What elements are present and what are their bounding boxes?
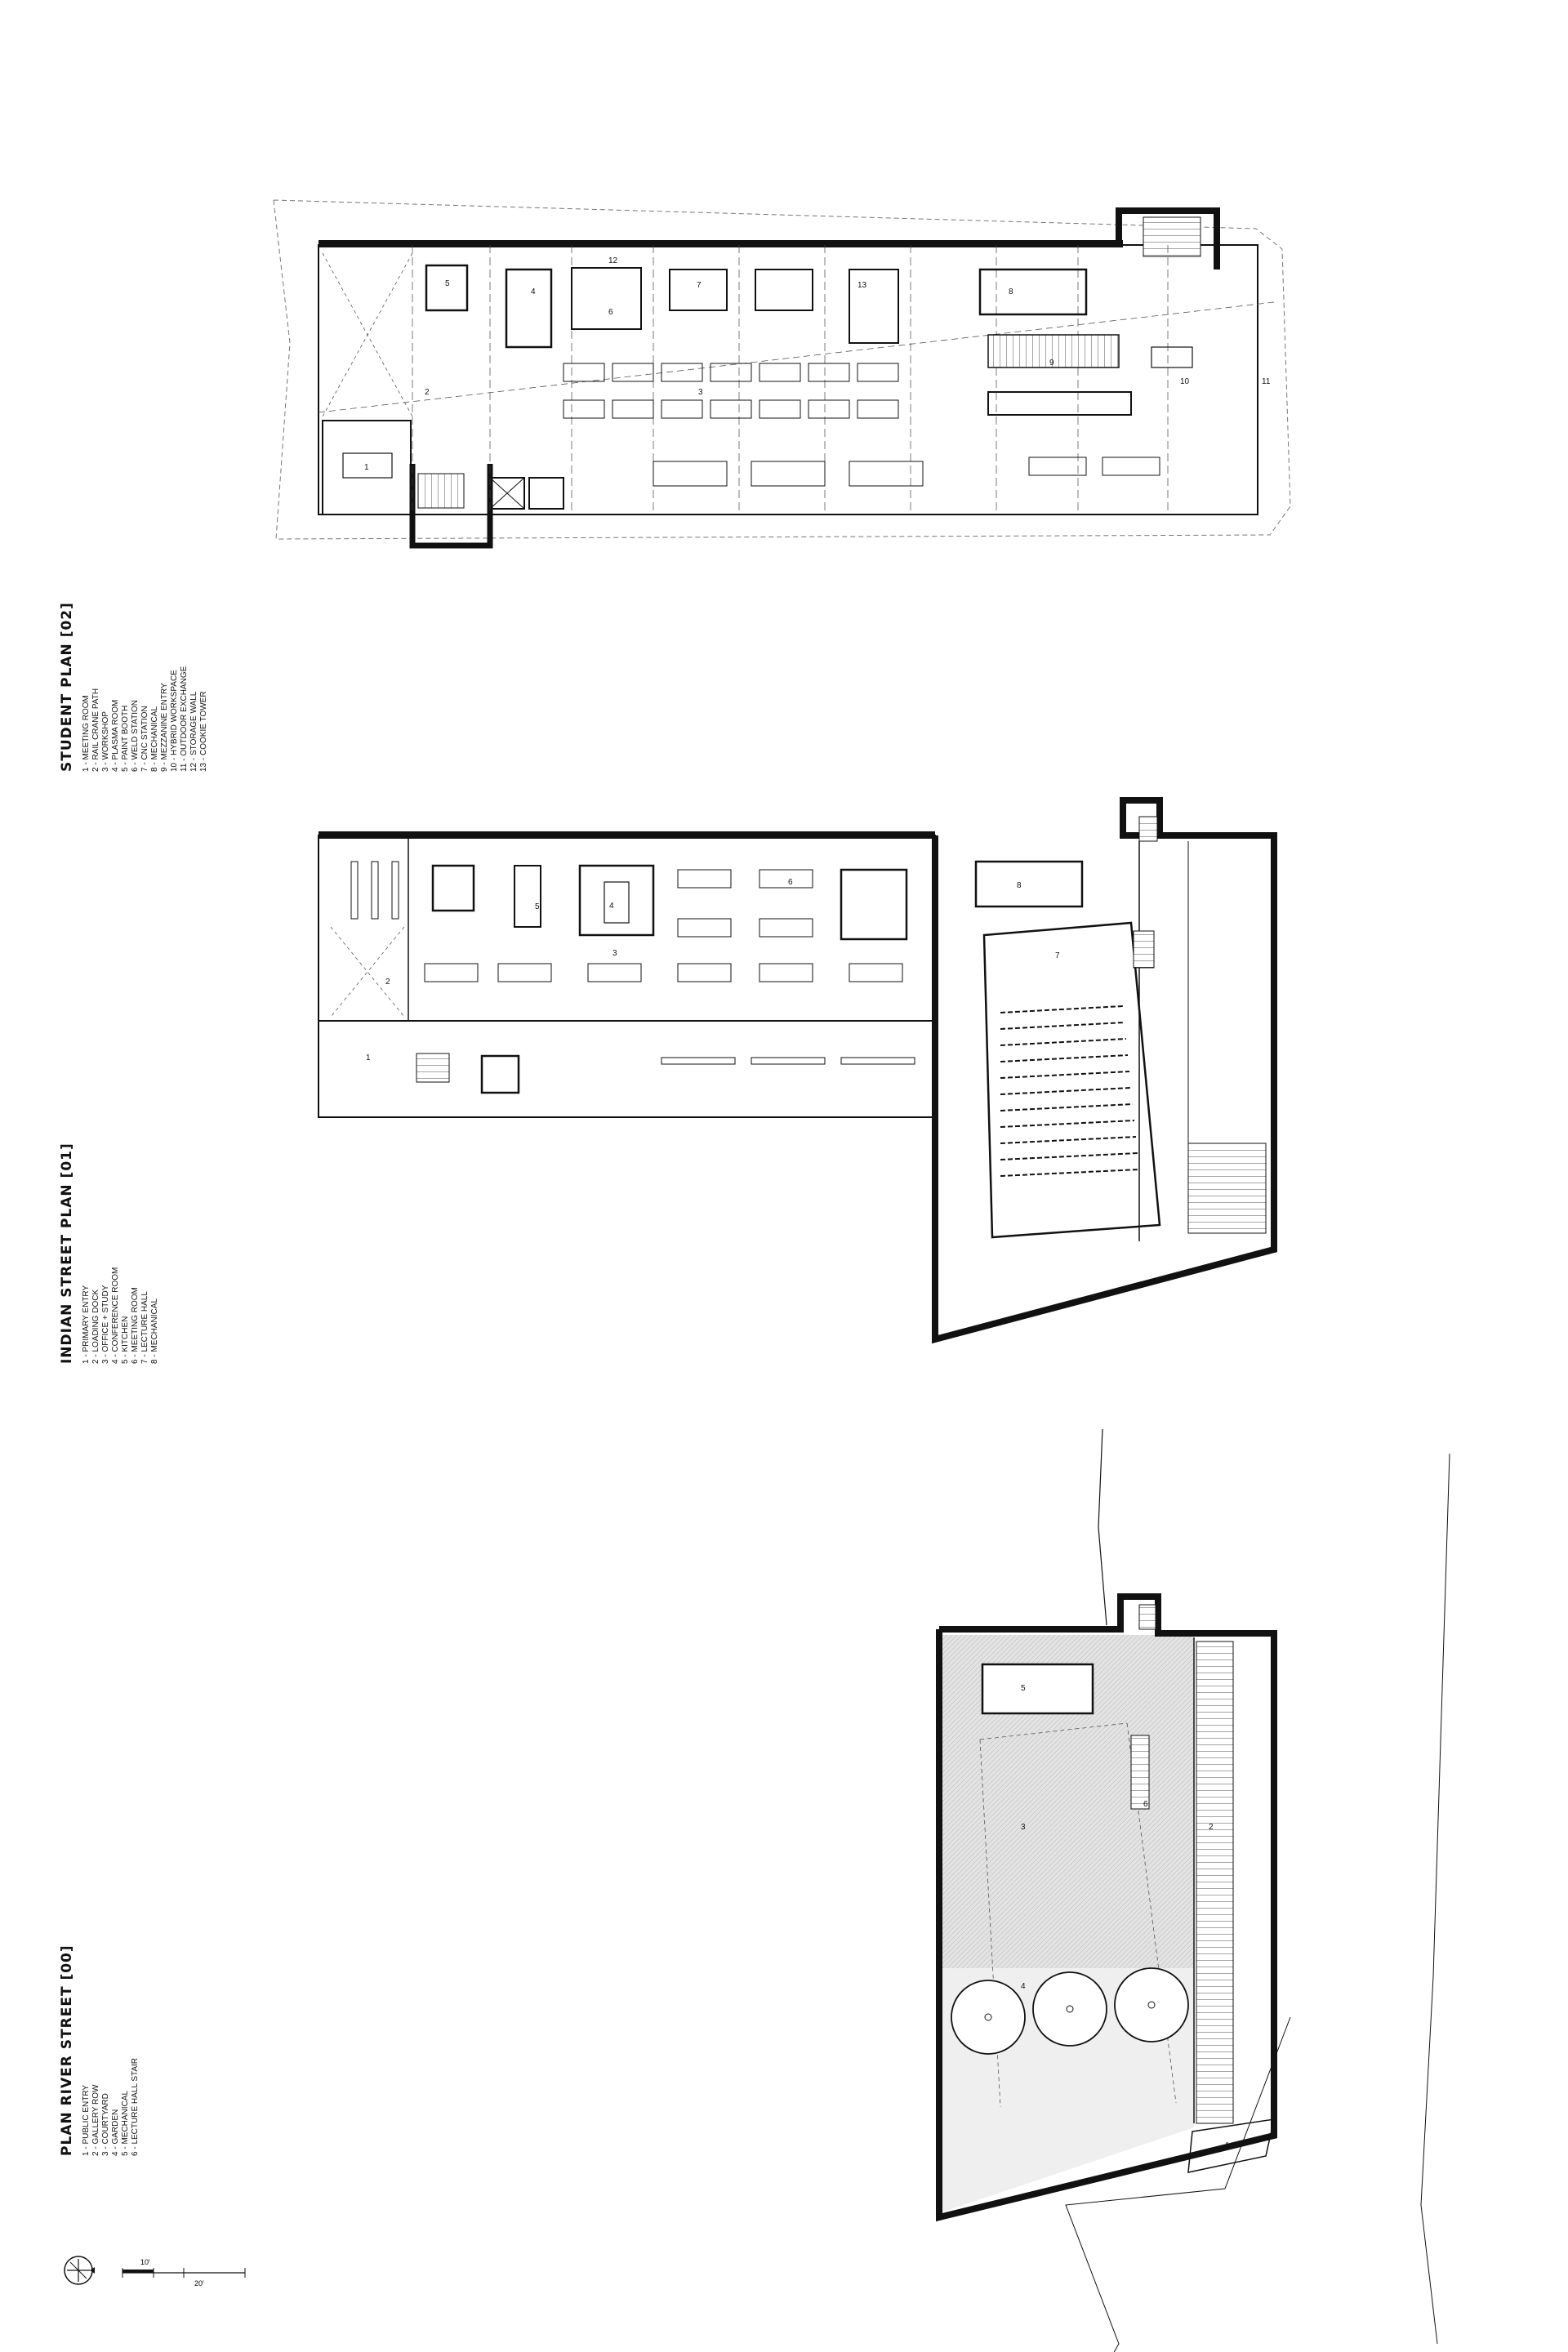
work-table — [662, 400, 702, 418]
lecture-side-stairs — [1134, 931, 1154, 968]
indian-room-labels — [366, 878, 1060, 1062]
conference-table — [604, 882, 629, 923]
conference-room — [580, 866, 653, 935]
legend-item: 9 - MEZZANINE ENTRY — [160, 683, 169, 772]
work-table — [710, 400, 751, 418]
student-plan-title: STUDENT PLAN [02] — [59, 602, 75, 772]
lecture-hall — [984, 923, 1160, 1237]
indian-street-plan — [318, 800, 1274, 1339]
indian-plan-floor — [318, 835, 935, 1117]
corridor-bench — [662, 1058, 735, 1064]
room-number: 3 — [612, 949, 617, 958]
hybrid-workspace-table — [1152, 347, 1192, 368]
room-number: 10 — [1180, 377, 1190, 386]
seating-row — [1000, 1088, 1131, 1094]
room-number: 8 — [1017, 881, 1022, 890]
lecture-hall-stair — [1131, 1735, 1149, 1809]
work-table — [564, 400, 604, 418]
room-number: 2 — [385, 978, 390, 987]
room-number: 3 — [698, 388, 703, 397]
corridor-bench — [841, 1058, 915, 1064]
kitchen-counter — [514, 866, 541, 927]
desk — [760, 964, 813, 982]
plasma-room — [506, 270, 551, 347]
room-number: 5 — [1021, 1684, 1026, 1693]
loading-rack — [351, 862, 358, 919]
room-number: 1 — [366, 1054, 371, 1062]
seating-row — [1000, 1039, 1126, 1045]
site-line — [1421, 1454, 1450, 2344]
tree — [1033, 1972, 1107, 2046]
work-table — [1102, 457, 1160, 475]
stair-tower-stairs — [1143, 217, 1200, 256]
work-table — [849, 461, 923, 486]
elevator — [482, 1056, 519, 1093]
work-table — [808, 400, 849, 418]
lecture-hall-wall — [935, 800, 1274, 1339]
restroom — [433, 866, 474, 911]
work-table — [760, 400, 800, 418]
room-number: 7 — [1055, 951, 1060, 960]
work-table — [751, 461, 825, 486]
room-number: 12 — [608, 256, 618, 265]
stair-tower-stairs — [1139, 1605, 1156, 1629]
room-number: 4 — [1021, 1982, 1026, 1991]
entry-stairs — [418, 474, 464, 508]
scale-label-20: 20' — [194, 2279, 204, 2287]
legend-item: 11 - OUTDOOR EXCHANGE — [180, 666, 189, 772]
workbench — [849, 270, 898, 343]
loading-rack — [372, 862, 378, 919]
room-number: 8 — [1009, 287, 1013, 296]
legend-item: 1 - PUBLIC ENTRY — [82, 2084, 91, 2156]
work-table — [858, 363, 898, 381]
room-number: 11 — [1262, 377, 1271, 386]
desk — [588, 964, 641, 982]
seating-row — [1000, 1071, 1129, 1078]
meeting-room — [841, 870, 906, 939]
tree — [1115, 1968, 1188, 2042]
desk — [760, 919, 813, 937]
work-table — [612, 363, 653, 381]
legend-item: 13 - COOKIE TOWER — [199, 691, 208, 772]
legend-item: 3 - OFFICE + STUDY — [101, 1285, 110, 1364]
legend-item: 1 - PRIMARY ENTRY — [82, 1285, 91, 1364]
desk — [425, 964, 478, 982]
student-plan — [274, 200, 1290, 546]
work-table — [653, 461, 727, 486]
desk — [678, 870, 731, 888]
stair-tower-stairs — [1139, 817, 1157, 841]
legend-item: 8 - MECHANICAL — [150, 1298, 159, 1364]
site-line — [1098, 1429, 1107, 1625]
river-street-plan-title: PLAN RIVER STREET [00] — [59, 1944, 75, 2156]
room-number: 4 — [609, 902, 614, 911]
legend-item: 10 - HYBRID WORKSPACE — [170, 670, 179, 772]
room-number: 6 — [1143, 1800, 1148, 1809]
desk — [498, 964, 551, 982]
room-number: 2 — [425, 388, 430, 397]
student-room-labels — [364, 256, 1271, 472]
room-number: 5 — [445, 279, 450, 288]
room-number: 13 — [858, 281, 867, 290]
legend-item: 5 - MECHANICAL — [121, 2090, 130, 2156]
entry-stairs — [416, 1054, 449, 1082]
room-number: 1 — [364, 463, 369, 472]
seating-row — [1000, 1006, 1123, 1013]
elevator-2 — [529, 478, 564, 509]
seating-row — [1000, 1104, 1133, 1111]
room-number: 9 — [1049, 359, 1054, 368]
room-number: 2 — [1209, 1823, 1214, 1832]
desk — [678, 919, 731, 937]
legend-item: 5 - PAINT BOOTH — [121, 705, 130, 772]
desk — [760, 870, 813, 888]
room-number: 3 — [1021, 1823, 1026, 1832]
legend-item: 12 - STORAGE WALL — [189, 691, 198, 772]
legend-item: 6 - LECTURE HALL STAIR — [131, 2057, 140, 2156]
mechanical-room — [980, 270, 1086, 314]
work-table — [808, 363, 849, 381]
legend-item: 4 - PLASMA ROOM — [111, 699, 120, 772]
cnc-station-2 — [755, 270, 813, 310]
legend-item: 4 - GARDEN — [111, 2109, 120, 2156]
work-table — [564, 363, 604, 381]
room-number: 6 — [788, 878, 793, 887]
legend-item: 2 - LOADING DOCK — [91, 1289, 100, 1364]
scale-bar — [122, 2258, 245, 2287]
mechanical-room — [982, 1664, 1093, 1713]
loading-rack — [392, 862, 399, 919]
room-number: 4 — [531, 287, 536, 296]
seating-row — [1000, 1169, 1139, 1176]
room-number: 7 — [697, 281, 702, 290]
seating-row — [1000, 1137, 1136, 1143]
north-arrow-icon — [65, 2256, 95, 2284]
gallery-stairs — [1188, 1143, 1266, 1233]
legend-item: 2 - GALLERY ROW — [91, 2084, 100, 2156]
desk — [849, 964, 902, 982]
seating-row — [1000, 1022, 1125, 1029]
north-wall — [318, 240, 1123, 247]
corridor-bench — [751, 1058, 825, 1064]
gallery-row-stairs — [1196, 1642, 1233, 2123]
scale-label-10: 10' — [140, 2258, 150, 2266]
indian-street-plan-title: INDIAN STREET PLAN [01] — [59, 1143, 75, 1364]
seating-row — [1000, 1153, 1138, 1160]
seating-row — [1000, 1055, 1128, 1062]
legend-item: 4 - CONFERENCE ROOM — [111, 1267, 120, 1364]
legend-item: 1 - MEETING ROOM — [82, 695, 91, 772]
seating-row — [1000, 1120, 1134, 1127]
legend-item: 3 - WORKSHOP — [101, 711, 110, 772]
room-number: 1 — [1225, 2141, 1230, 2150]
cnc-station — [670, 270, 727, 310]
legend-item: 7 - CNC STATION — [140, 706, 149, 772]
room-number: 5 — [535, 902, 540, 911]
mechanical-room — [976, 862, 1082, 906]
legend-item: 5 - KITCHEN — [121, 1316, 130, 1364]
desk — [678, 964, 731, 982]
river-street-plan — [939, 1429, 1450, 2352]
legend-item: 3 - COURTYARD — [101, 2093, 110, 2156]
legend-item: 6 - MEETING ROOM — [131, 1287, 140, 1364]
legend-item: 6 - WELD STATION — [131, 700, 140, 772]
legend-item: 8 - MECHANICAL — [150, 706, 159, 772]
mezzanine-landing — [988, 392, 1131, 415]
legend-item: 2 - RAIL CRANE PATH — [91, 688, 100, 772]
legend-item: 7 - LECTURE HALL — [140, 1291, 149, 1364]
work-table — [1029, 457, 1086, 475]
work-table — [760, 363, 800, 381]
work-table — [612, 400, 653, 418]
work-table — [710, 363, 751, 381]
weld-station — [572, 268, 641, 329]
work-table — [858, 400, 898, 418]
tree — [951, 1980, 1025, 2054]
north-wall — [318, 831, 935, 839]
room-number: 6 — [608, 308, 613, 317]
